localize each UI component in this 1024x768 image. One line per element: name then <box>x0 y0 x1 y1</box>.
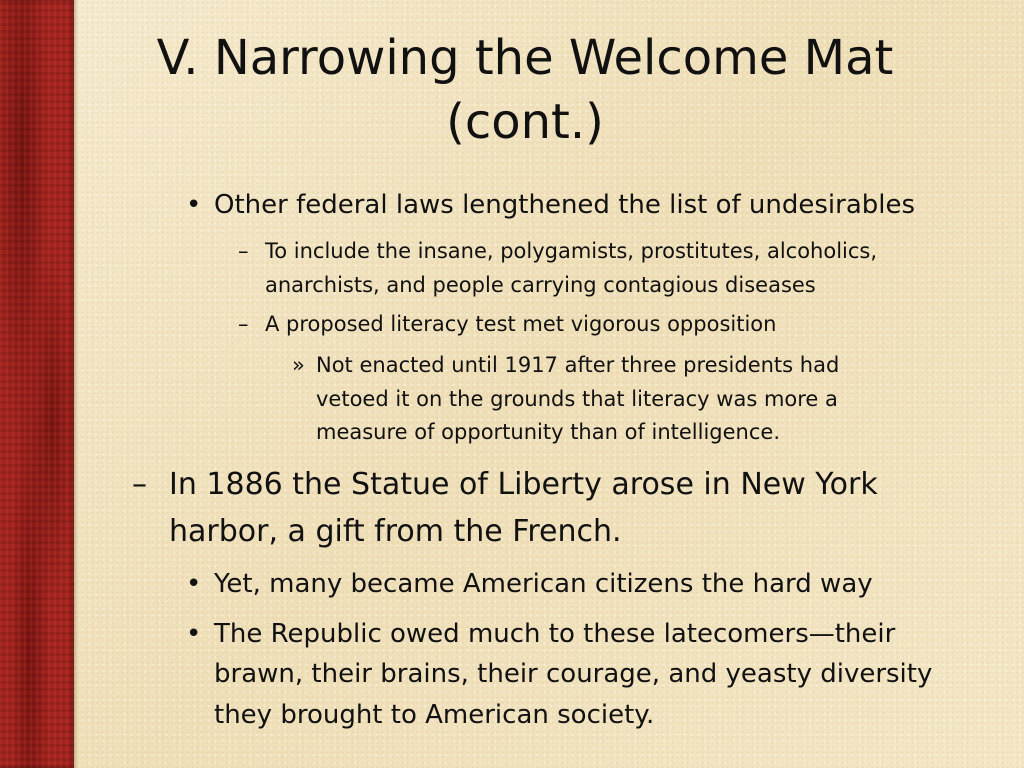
dash-text: In 1886 the Statue of Liberty arose in New York harbor, a gift from the French. <box>169 467 878 549</box>
dash-marker: – <box>238 312 249 336</box>
slide-title-line-2: (cont.) <box>446 94 604 151</box>
sub-bullet-item <box>238 308 943 342</box>
bullet-text: Other federal laws lengthened the list of undesirables <box>214 190 916 220</box>
arrow-marker: » <box>292 353 305 377</box>
sub-sub-bullet-item <box>292 349 892 450</box>
bullet-text: The Republic owed much to these latecomers—their brawn, their brains, their courage, and yeasty diversity they brought to American society. <box>214 619 933 730</box>
bullet-marker: • <box>186 619 202 649</box>
dash-item <box>132 462 942 555</box>
slide-title-line-1: V. Narrowing the Welcome Mat <box>156 30 894 86</box>
dash-marker: – <box>132 467 147 502</box>
bullet-text: Yet, many became American citizens the hard way <box>214 569 873 599</box>
bullet-item <box>186 564 986 604</box>
sub-sub-bullet-text: Not enacted until 1917 after three presidents had vetoed it on the grounds that literacy was more a measure of opportunity than of intelligence. <box>316 353 840 445</box>
sub-bullet-text: To include the insane, polygamists, prostitutes, alcoholics, anarchists, and people carrying contagious diseases <box>265 239 878 297</box>
bullet-marker: • <box>186 190 202 220</box>
sub-bullet-item <box>238 235 943 302</box>
bullet-item <box>186 186 986 225</box>
sub-bullet-text: A proposed literacy test met vigorous opposition <box>265 312 777 336</box>
bullet-item <box>186 614 946 735</box>
bullet-marker: • <box>186 569 202 599</box>
dash-marker: – <box>238 239 249 263</box>
